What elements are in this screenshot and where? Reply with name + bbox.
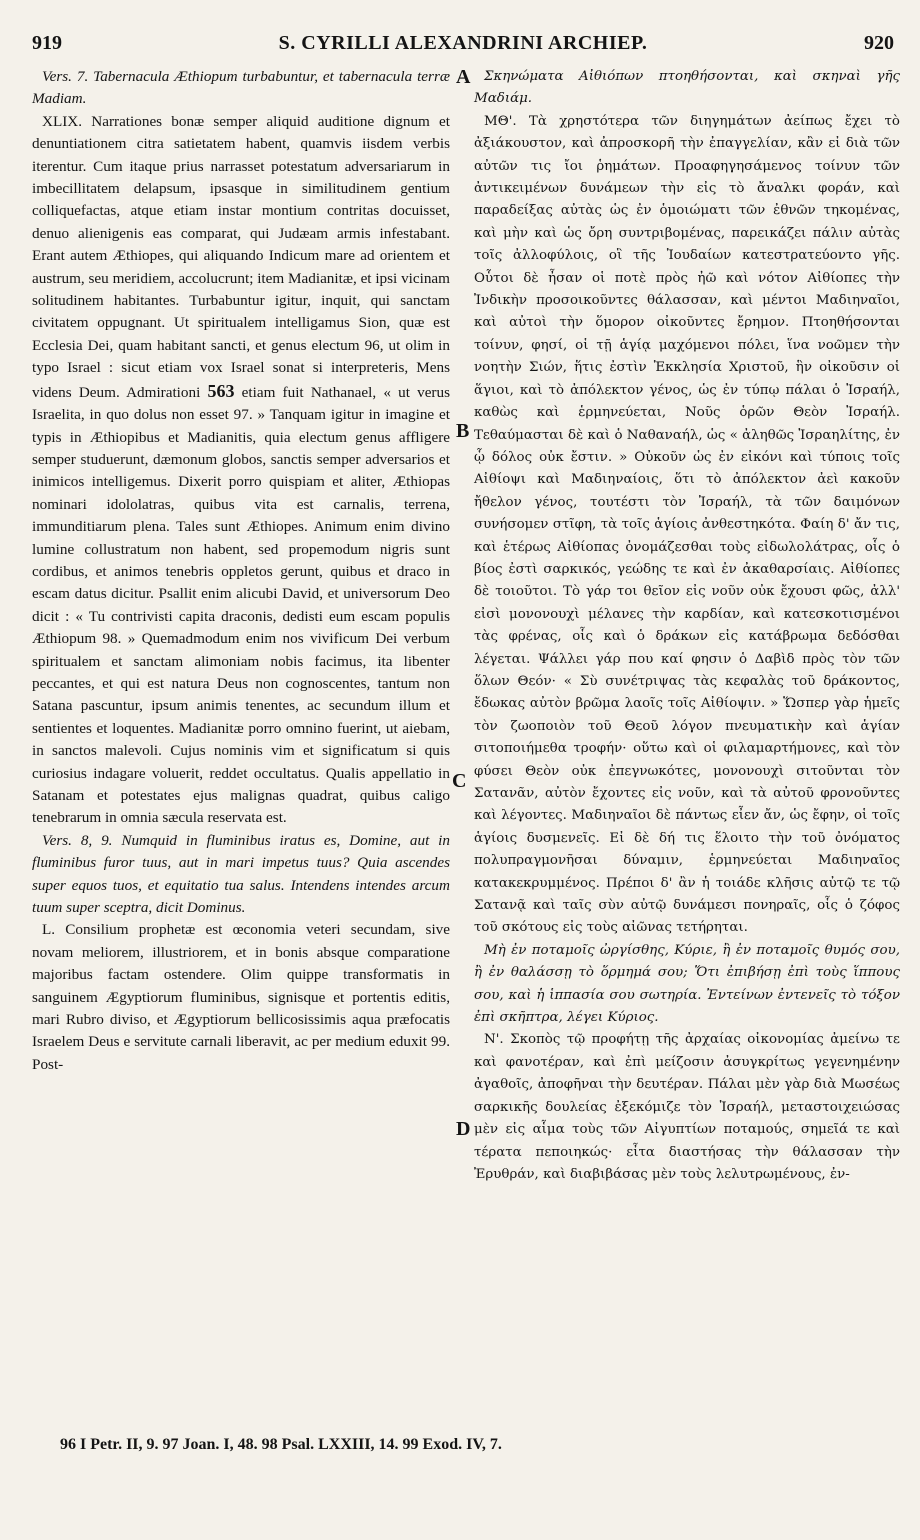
greek-section-50: Ν'. Σκοπὸς τῷ προφήτῃ τῆς ἀρχαίας οἰκονομίας ἀμείνω τε καὶ φανοτέραν, καὶ ἐπὶ μείζοσιν ἀσυγκρίτως γεγενημένην ἀγαθοῖς, ἀποφῆναι τὴν δευτέραν. Πάλαι μὲν γὰρ διὰ Μωσέως σαρκικῆς δουλείας ἐξεκόμιζε τὸν Ἰσραήλ, μεταστοιχειώσας μὲν εἰς αἷμα τοὺς τῶν Αἰγυπτίων ποταμούς, σημεῖά τε καὶ τέρατα πεποιηκώς· εἶτα διαστήσας τὴν θάλασσαν τὴν Ἐρυθράν, καὶ διαβιβάσας μὲν τοὺς λελυτρωμένους, ἐν- — [474, 1032, 900, 1182]
latin-section-50: L. Consilium prophetæ est œconomia veteri secundam, sive novam meliorem, illustriorem, et in bonis absque comparatione majoribus factam ostendere. Olim quippe transformatis in sanguinem Ægyptiorum fluminibus, signisque et portentis editis, mari Rubro diviso, et Ægyptiorum bellicosissimis aqua præfocatis Israelem Deus e servitute carnali liberavit, ac per medium eduxit 99. Post- — [32, 921, 450, 1073]
left-page-number: 919 — [32, 32, 62, 54]
margin-letter-a: A — [456, 66, 471, 88]
greek-verse-8-9: Μὴ ἐν ποταμοῖς ὠργίσθης, Κύριε, ἢ ἐν ποταμοῖς θυμός σου, ἢ ἐν θαλάσσῃ τὸ ὅρμημά σου; Ὅτι ἐπιβήσῃ ἐπὶ τοὺς ἵππους σου, καὶ ἡ ἱππασία σου σωτηρία. Ἐντείνων ἐντενεῖς τὸ τόξον ἐπὶ σκῆπτρα, λέγει Κύριος. — [474, 942, 900, 1026]
running-title: S. CYRILLI ALEXANDRINI ARCHIEP. — [278, 32, 648, 54]
footnotes: 96 I Petr. II, 9. 97 Joan. I, 48. 98 Psal. LXXIII, 14. 99 Exod. IV, 7. — [60, 1436, 502, 1453]
latin-section-49-text: XLIX. Narrationes bonæ semper aliquid auditione dignum et denuntiationem citra satietatem habent, quamvis iisdem verbis iterentur. Cum itaque prius narrasset potestatum adversariarum in imbecillitatem delapsum, ipsasque in similitudinem gentium colliquefactas, atque etiam instar montium contritas docuisset, denuo alienigenis eas comparat, qui Judæam armis infestabant. Erant autem Æthiopes, qui aliquando Indicum mare ad orientem et austrum, seu meridiem, accolucrunt; item Madianitæ, et ipsi vicinam solitudinem habitantes. Turbabuntur igitur, inquit, qui sanctam civitatem oppugnant. Ut spiritualem intelligamus Sion, quæ est Ecclesia Dei, quam habitant sancti, et genus electum 96, ut olim in typo Israel : sicut etiam vox Israel sonat si interpreteris, Mens videns Deum. Admirationi — [32, 112, 450, 401]
latin-column — [32, 66, 450, 1076]
margin-letter-c: C — [452, 770, 467, 792]
greek-column — [474, 66, 900, 1186]
greek-section-49: ΜΘ'. Τὰ χρηστότερα τῶν διηγημάτων ἀείπως ἔχει τὸ ἀξιάκουστον, καὶ ἀπροσκορῆ τὴν ἐπαγγελίαν, κἂν εἰ διὰ τῶν αὐτῶν τις ἴοι ῥημάτων. Προαφηγησάμενος τοίνυν τῶν ἀντικειμένων δυνάμεων τὴν εἰς τὸ ἄναλκι φοράν, καὶ παραδείξας αὐτὰς ὡς ἐν ὁμοιώματι τῶν ἐθνῶν τηκομένας, καὶ μὴν καὶ ὡς ὄρη συντριβομένας, παρεικάζει πάλιν αὐτὰς τοῖς ἀλλοφύλοις, οἳ τῆς Ἰουδαίων κατεστρατεύοντο γῆς. Οὗτοι δὲ ἦσαν οἱ ποτὲ πρὸς ἠῶ καὶ νότον Αἰθίοπες τὴν Ἰνδικὴν προσοικοῦντες θάλασσαν, καὶ μέντοι Μαδιηναῖοι, καὶ αὐτοὶ τὴν ὅμορον οἰκοῦντες ἔρημον. Πτοηθήσονται τοίνυν, φησί, οἱ τῇ ἁγίᾳ μαχόμενοι πόλει, ἵνα νοῶμεν τὴν νοητὴν Σιών, ἥτις ἐστὶν Ἐκκλησία Χριστοῦ, ἣν οἰκοῦσιν οἱ ἅγιοι, καὶ τὸ ἀπόλεκτον γένος, ὡς ἐν τύπῳ πάλαι ὁ Ἰσραήλ, καθὼς καὶ ἑρμηνεύεται, Νοῦς ὁρῶν Θεὸν Ἰσραήλ. Τεθαύμασται δὲ καὶ ὁ Ναθαναήλ, ὡς « ἀληθῶς Ἰσραηλίτης, ἐν ᾧ δόλος οὐκ ἔστιν. » Οὐκοῦν ὡς ἐν εἰκόνι καὶ τύποις τοῖς Αἰθίοψι καὶ Μαδιηναίοις, ὅτι τὸ ἀπόλεκτον ἀεὶ κακοῦν ἤθελον γένος, τουτέστι τὸν Ἰσραήλ, τὰ τῶν δαιμόνων συνήσομεν στῖφη, τὰ τοῖς ἁγίοις ἀνθεστηκότα. Φαίη δ' ἄν τις, καὶ ἑτέρως Αἰθίοπας ὀνομάζεσθαι τοὺς εἰδωλολάτρας, οἷς ὁ βίος ἐστὶ σαρκικός, γεώδης τε καὶ ἐν ἀκαθαρσίαις. Αἰθίοπες δὲ τοιοῦτοι. Τὸ γάρ τοι θεῖον εἰς νοῦν οὐκ ἔχουσι φῶς, ἀλλ' εἰσὶ μονονουχὶ μέλανες τὴν καρδίαν, καὶ κατεσκοτισμένοι τὰς φρένας, οἷς καὶ ὁ δράκων εἰς κατάβρωμα δεδόσθαι λέγεται. Ψάλλει γάρ που καί φησιν ὁ Δαβὶδ πρὸς τὸν τῶν ὅλων Θεόν· « Σὺ συνέτριψας τὰς κεφαλὰς τοῦ δράκοντος, ἔδωκας αὐτὸν βρῶμα λαοῖς τοῖς Αἰθίοψιν. » Ὥσπερ γὰρ ἡμεῖς τὸν ζωοποιὸν τοῦ Θεοῦ λόγον πνευματικὴν καὶ ἁγίαν σιτοποιήμεθα τροφήν· οὕτω καὶ οἱ φιλαμαρτήμονες, καὶ τὸν φύσει Θεὸν οὐκ ἐπεγνωκότες, μονονουχὶ σιτοῦνται τὸν Σατανᾶν, αὐτὸν ἔχοντες εἰς νοῦν, καὶ τὰ αὐτοῦ φρονοῦντες καὶ λέγοντες. Μαδιηναῖοι δὲ πάντως εἶεν ἄν, ὡς ἔφην, οἱ τοῖς ἁγίοις δυσμενεῖς. Εἰ δὲ δή τις ἕλοιτο τὴν τοῦ ὀνόματος πολυπραγμονῆσαι δύναμιν, ἑρμηνεύεται Μαδιηναῖος κατακεκρυμμένος. Πρέποι δ' ἂν ἡ τοιάδε κλῆσις αὐτῷ τε τῷ Σατανᾷ καὶ ταῖς σὺν αὐτῷ δυνάμεσι πονηραῖς, οἷς ὁ ζόφος τοῦ σκότους εἰς τοὺς αἰῶνας τετήρηται. — [474, 113, 900, 936]
greek-verse-7: Σκηνώματα Αἰθιόπων πτοηθήσονται, καὶ σκηναὶ γῆς Μαδιάμ. — [474, 69, 900, 107]
right-page-number: 920 — [863, 32, 894, 54]
margin-letter-b: B — [456, 420, 470, 442]
latin-verse-8-9: Vers. 8, 9. Numquid in fluminibus iratus es, Domine, aut in fluminibus furor tuus, aut in mari impetus tuus? Quia ascendes super equos tuos, et equitatio tua salus. Intendens intendes arcum tuum super sceptra, dicit Dominus. — [32, 831, 450, 917]
margin-letter-d: D — [456, 1118, 471, 1140]
latin-section-49 — [32, 111, 450, 830]
text-columns — [32, 66, 900, 1426]
latin-section-49-continued: etiam fuit Nathanael, « ut verus Israelita, in quo dolus non esset 97. » Tanquam igitur in imagine et typis in Æthiopibus et Madianitis, quia electum genus affligere semper studuerunt, dæmonum globos, sanctis semper adversarios et inimicos intelligemus. Dixerit porro quispiam et aliter, Æthiopas nominari idololatras, quibus vita est carnalis, terrena, immunditiarum plena. Tales sunt Æthiopes. Animum enim divino lumine collustratum non habent, sed propemodum nigris sunt cordibus, et animos tenebris oppletos gerunt, quibus et draco in escam datus dicitur. Psallit enim alicubi David, et universorum Deo dicit : « Tu contrivisti capita draconis, dedisti eum escam populis Æthiopum 98. » Quemadmodum enim nos vivificum Dei verbum spiritualem et sanctam alimoniam nobis facimus, ita libenter peccantes, et qui est natura Deus non cognoscentes, tantum non Satana pascuntur, ipsum animis tenentes, ac secundum illum et sentientes et loquentes. Madianitæ porro omnino fuerint, ut aiebam, in sanctos malevoli. Cujus nominis vim et significatum si quis curiosius indagare voluerit, reddet occultatus. Qualis appellatio in Satanam et potestates ejus malignas quadrat, quibus caligo tenebrarum in omnia sæcula reservata est. — [32, 383, 450, 827]
latin-verse-7: Vers. 7. Tabernacula Æthiopum turbabuntur, et tabernacula terræ Madiam. — [32, 68, 450, 108]
page-header — [32, 32, 894, 58]
column-number: 563 — [207, 380, 235, 401]
